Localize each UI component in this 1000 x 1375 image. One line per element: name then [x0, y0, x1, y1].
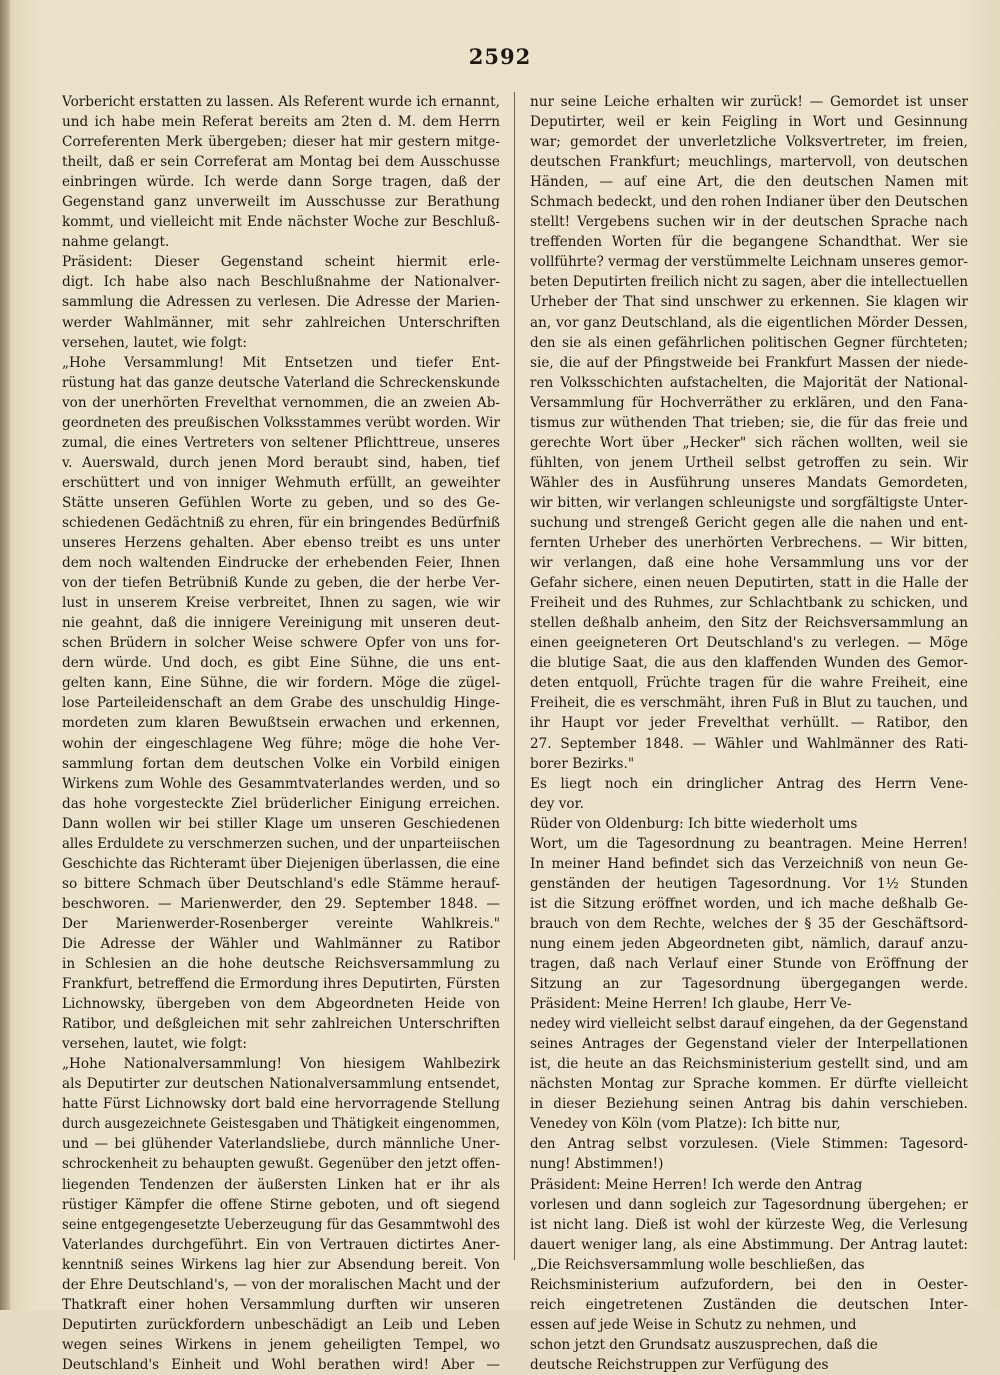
text-line: gerechte Wort über „Hecker" sich rächen wollten, weil sie	[530, 434, 968, 451]
text-line: Gefahr sichere, einen neuen Deputirten, statt in die Halle der	[530, 575, 968, 592]
column-divider	[514, 92, 515, 1260]
text-line: liegenden Tendenzen der äußersten Linken hat er ihr als	[62, 1176, 500, 1193]
text-line: wegen seines Wirkens in jenem geheiligten Tempel, wo	[62, 1336, 500, 1353]
text-line: das hohe vorgesteckte Ziel brüderlicher Einigung erreichen.	[62, 795, 500, 812]
text-line: essen auf jede Weise in Schutz zu nehmen, und	[530, 1316, 857, 1333]
text-line: „Hohe Versammlung! Mit Entsetzen und tiefer Ent-	[62, 354, 500, 371]
text-line: Händen, — auf eine Art, die den deutschen Namen mit	[530, 174, 968, 191]
text-line: ist nicht lang. Dieß ist wohl der kürzeste Weg, die Verlesung	[530, 1216, 968, 1233]
text-line: v. Auerswald, durch jenen Mord beraubt sind, haben, tief	[62, 454, 500, 471]
text-line: geordneten des preußischen Volksstammes verübt worden. Wir	[62, 414, 500, 431]
text-line: 27. September 1848. — Wähler und Wahlmänner des Rati-	[530, 735, 968, 752]
text-line: Gegenstand ganz unverweilt im Ausschusse zur Berathung	[62, 194, 500, 211]
text-line: Vaterlandes durchgeführt. Ein von Vertrauen dictirtes Aner-	[62, 1236, 500, 1253]
text-line: dern würde. Und doch, es gibt Eine Sühne, die uns ent-	[62, 655, 500, 672]
text-line: sammlung die Adressen zu verlesen. Die Adresse der Marien-	[62, 294, 500, 311]
text-line: den Antrag selbst vorzulesen. (Viele Stimmen: Tagesord-	[530, 1136, 968, 1153]
text-line: schiedenen Gedächtniß zu ehren, für ein bringendes Bedürfniß	[62, 514, 500, 531]
text-line: hatte Fürst Lichnowsky dort bald eine hervorragende Stellung	[62, 1096, 500, 1113]
text-line: vorlesen und dann sogleich zur Tagesordnung übergehen; er	[530, 1196, 968, 1213]
text-line: lust in unserem Kreise verbreitet, Ihnen zu sagen, wie wir	[62, 595, 500, 612]
text-line: versehen, lautet, wie folgt:	[62, 1036, 247, 1053]
text-line: stellt! Vergebens suchen wir in der deutschen Sprache nach	[530, 214, 968, 231]
text-line: Lichnowsky, übergeben von dem Abgeordneten Heide von	[62, 996, 500, 1013]
text-line: In meiner Hand befindet sich das Verzeichniß von neun Ge-	[530, 855, 968, 872]
text-line: Präsident: Dieser Gegenstand scheint hiermit erle-	[62, 254, 500, 271]
text-line: Sitzung an zur Tagesordnung übergegangen werde.	[530, 976, 968, 993]
text-line: nung! Abstimmen!)	[530, 1156, 664, 1173]
text-line: kenntniß seines Wirkens lag hier zur Absendung bereit. Von	[62, 1256, 500, 1273]
text-line: kommt, und vielleicht mit Ende nächster Woche zur Beschluß-	[62, 214, 500, 231]
text-line: beschworen. — Marienwerder, den 29. September 1848. —	[62, 895, 500, 912]
text-line: Frankfurt, betreffend die Ermordung ihres Deputirten, Fürsten	[62, 976, 500, 993]
text-line: alles Erduldete zu verschmerzen suchen, und der unparteiischen	[62, 835, 500, 852]
text-line: versehen, lautet, wie folgt:	[62, 334, 247, 351]
text-line: und — bei glühender Vaterlandsliebe, durch männliche Uner-	[62, 1136, 500, 1153]
page-number: 2592	[468, 44, 532, 69]
text-line: deten entquoll, Früchte tragen für die wahre Freiheit, eine	[530, 675, 968, 692]
text-line: Vorbericht erstatten zu lassen. Als Referent wurde ich ernannt,	[62, 94, 500, 110]
text-line: nung einem jeden Abgeordneten gibt, nämlich, darauf anzu-	[530, 935, 968, 952]
text-line: in dieser Beziehung seinen Antrag bis dahin verschieben.	[530, 1096, 968, 1113]
text-line: sie, die auf der Pfingstweide bei Frankfurt Massen der niede-	[530, 354, 968, 371]
text-line: an, vor ganz Deutschland, als die eigentlichen Mörder Dessen,	[530, 314, 968, 331]
text-line: nur seine Leiche erhalten wir zurück! — Gemordet ist unser	[530, 94, 968, 110]
text-line: Dann wollen wir bei stiller Klage um unseren Geschiedenen	[62, 815, 500, 832]
text-line: werder Wahlmänner, mit sehr zahlreichen Unterschriften	[62, 314, 500, 331]
text-line: schen Brüdern in solcher Weise schwere Opfer von uns for-	[62, 635, 500, 652]
text-line: fernten Urheber des unerhörten Verbrechens. — Wir bitten,	[530, 535, 968, 552]
text-line: erschüttert und von inniger Wehmuth erfüllt, an geweihter	[62, 474, 500, 491]
text-line: dauert weniger lang, als eine Abstimmung. Der Antrag lautet:	[530, 1236, 968, 1253]
text-line: war; gemordet der unverletzliche Volksvertreter, im freien,	[530, 134, 968, 151]
text-line: ren Volksschichten aufstachelten, die Majorität der National-	[530, 374, 968, 391]
text-line: deutsche Reichstruppen zur Verfügung des	[530, 1356, 829, 1373]
text-line: die blutige Saat, die aus den klaffenden Wunden des Gemor-	[530, 655, 968, 672]
text-line: nahme gelangt.	[62, 234, 170, 251]
text-line: einen geeigneteren Ort Deutschland's zu verlegen. — Möge	[530, 635, 968, 652]
text-line: einbringen würde. Ich werde dann Sorge tragen, daß der	[62, 174, 500, 191]
text-line: Wort, um die Tagesordnung zu beantragen. Meine Herren!	[530, 835, 968, 852]
text-line: Wirkens zum Wohle des Gesammtvaterlandes werden, und so	[62, 775, 500, 792]
text-line: treffenden Worten für die begangene Schandthat. Wer sie	[530, 234, 968, 251]
text-line: den sie als einen gefährlichen politischen Gegner fürchteten;	[530, 334, 968, 351]
text-line: nedey wird vielleicht selbst darauf eingehen, da der Gegenstand	[530, 1016, 968, 1033]
text-line: Deutschland's Einheit und Wohl berathen wird! Aber —	[62, 1356, 500, 1373]
text-line: in Schlesien an die hohe deutsche Reichsversammlung zu	[62, 956, 500, 973]
text-line: fühlten, von jenem Urtheil selbst getroffen zu sein. Wir	[530, 454, 968, 471]
text-line: reich eingetretenen Zuständen die deutschen Inter-	[530, 1296, 968, 1313]
text-line: mordeten zum klaren Bewußtsein erwachen und erkennen,	[62, 715, 500, 732]
text-line: lose Parteileidenschaft an dem Grabe des unschuldig Hinge-	[62, 695, 500, 712]
text-line: wir bitten, wir verlangen schleunigste und sorgfältigste Unter-	[530, 494, 968, 511]
text-line: stellen deßhalb anheim, den Sitz der Reichsversammlung an	[530, 615, 968, 632]
text-line: dey vor.	[530, 795, 584, 812]
text-line: als Deputirter zur deutschen Nationalversammlung entsendet,	[62, 1076, 500, 1093]
text-line: „Die Reichsversammlung wolle beschließen, das	[530, 1256, 865, 1273]
text-line: Präsident: Meine Herren! Ich glaube, Herr Ve-	[530, 996, 852, 1013]
text-line: Urheber der That sind unschwer zu erkennen. Sie klagen wir	[530, 294, 968, 311]
text-line: Freiheit, die es verschmäht, ihren Fuß in Blut zu tauchen, und	[530, 695, 968, 712]
text-line: gelten kann, Eine Sühne, die wir fordern. Möge die zügel-	[62, 675, 500, 692]
text-line: Der Marienwerder-Rosenberger vereinte Wahlkreis."	[62, 915, 500, 932]
left-column	[62, 92, 500, 1375]
text-line: Deputirter, weil er kein Feigling in Wort und Gesinnung	[530, 114, 968, 131]
text-line: Präsident: Meine Herren! Ich werde den Antrag	[530, 1176, 863, 1193]
text-line: von der unerhörten Frevelthat vernommen, die an zweien Ab-	[62, 394, 500, 411]
text-line: Deputirten zurückfordern unbeschädigt an Leib und Leben	[62, 1316, 500, 1333]
text-line: Freiheit und des Ruhmes, zur Schlachtbank zu schicken, und	[530, 595, 968, 612]
text-line: unseres Herzens gehalten. Aber ebenso treibt es uns unter	[62, 535, 500, 552]
text-line: der Ehre Deutschland's, — von der moralischen Macht und der	[62, 1276, 500, 1293]
text-line: digt. Ich habe also nach Beschlußnahme der Nationalver-	[62, 274, 500, 291]
text-line: Wähler des in Ausführung unseres Mandats Gemordeten,	[530, 474, 968, 491]
text-line: seines Antrages der Gegenstand vieler der Interpellationen	[530, 1036, 968, 1053]
text-line: sammlung fortan dem deutschen Volke ein Vorbild einigen	[62, 755, 500, 772]
text-line: Die Adresse der Wähler und Wahlmänner zu Ratibor	[62, 935, 500, 952]
text-line: und ich habe mein Referat bereits am 2ten d. M. dem Herrn	[62, 114, 500, 131]
text-line: Correferenten Merk übergeben; dieser hat mir gestern mitge-	[62, 134, 500, 151]
right-column	[530, 92, 968, 1375]
text-line: rüstung hat das ganze deutsche Vaterland die Schreckenskunde	[62, 374, 500, 391]
text-line: Rüder von Oldenburg: Ich bitte wiederholt ums	[530, 815, 858, 832]
text-line: beten Deputirten freilich nicht zu sagen, aber die intellectuellen	[530, 274, 968, 291]
text-line: zumal, die eines Vertreters von seltener Pflichttreue, unseres	[62, 434, 500, 451]
text-line: Thatkraft einer hohen Versammlung durften wir unseren	[62, 1296, 500, 1313]
book-spine-shadow	[0, 0, 10, 1310]
text-line: Versammlung für Hochverräther zu erklären, und den Fana-	[530, 394, 968, 411]
text-line: seine entgegengesetzte Ueberzeugung für das Gesammtwohl des	[62, 1216, 500, 1233]
text-line: ist die Sitzung eröffnet worden, und ich mache deßhalb Ge-	[530, 895, 968, 912]
text-line: nie geahnt, daß die innigere Vereinigung mit unseren deut-	[62, 615, 500, 632]
text-line: theilt, daß er sein Correferat am Montag bei dem Ausschusse	[62, 154, 500, 171]
text-line: ihr Haupt vor jeder Frevelthat verhüllt. — Ratibor, den	[530, 715, 968, 732]
text-line: „Hohe Nationalversammlung! Von hiesigem Wahlbezirk	[62, 1056, 500, 1073]
text-line: vollführte? vermag der verstümmelte Leichnam unseres gemor-	[530, 254, 968, 271]
text-line: Ratibor, und deßgleichen mit sehr zahlreichen Unterschriften	[62, 1016, 500, 1033]
text-line: rüstiger Kämpfer die offene Stirne geboten, und oft siegend	[62, 1196, 500, 1213]
text-line: ist, die heute an das Reichsministerium gestellt sind, und am	[530, 1056, 968, 1073]
text-line: schrockenheit zu behaupten gewußt. Gegenüber den jetzt offen-	[62, 1156, 500, 1173]
text-line: dem noch waltenden Eindrucke der erhebenden Feier, Ihnen	[62, 555, 500, 572]
text-line: suchung und strengeß Gericht gegen alle die nahen und ent-	[530, 514, 968, 531]
text-line: Reichsministerium aufzufordern, bei den in Oester-	[530, 1276, 968, 1293]
text-line: durch ausgezeichnete Geistesgaben und Thätigkeit eingenommen,	[62, 1116, 500, 1133]
text-line: tragen, daß nach Verlauf einer Stunde von Eröffnung der	[530, 956, 968, 973]
text-line: Venedey von Köln (vom Platze): Ich bitte nur,	[530, 1116, 841, 1133]
text-line: brauch von dem Rechte, welches der § 35 der Geschäftsord-	[530, 915, 968, 932]
text-line: borer Bezirks."	[530, 755, 635, 772]
text-line: nächsten Montag zur Sprache kommen. Er dürfte vielleicht	[530, 1076, 968, 1093]
text-line: genständen der heutigen Tagesordnung. Vor 1½ Stunden	[530, 875, 968, 892]
text-line: deutschen Frankfurt; meuchlings, martervoll, von deutschen	[530, 154, 968, 171]
text-line: Es liegt noch ein dringlicher Antrag des Herrn Vene-	[530, 775, 968, 792]
text-line: Geschichte das Richteramt über Diejenigen überlassen, die eine	[62, 855, 500, 872]
text-line: wir verlangen, daß eine hohe Versammlung uns vor der	[530, 555, 968, 572]
text-line: Schmach bedeckt, und den rohen Indianer über den Deutschen	[530, 194, 968, 211]
text-line: schon jetzt den Grundsatz auszusprechen, daß die	[530, 1336, 878, 1353]
text-line: wohin der eingeschlagene Weg führe; möge die hohe Ver-	[62, 735, 500, 752]
text-line: so bittere Schmach über Deutschland's edle Stämme herauf-	[62, 875, 500, 892]
text-line: von der tiefen Betrübniß Kunde zu geben, die der herbe Ver-	[62, 575, 500, 592]
text-line: Stätte unseren Gefühlen Worte zu geben, und so des Ge-	[62, 494, 500, 511]
text-line: tismus zur wüthenden That trieben; sie, die für das freie und	[530, 414, 968, 431]
